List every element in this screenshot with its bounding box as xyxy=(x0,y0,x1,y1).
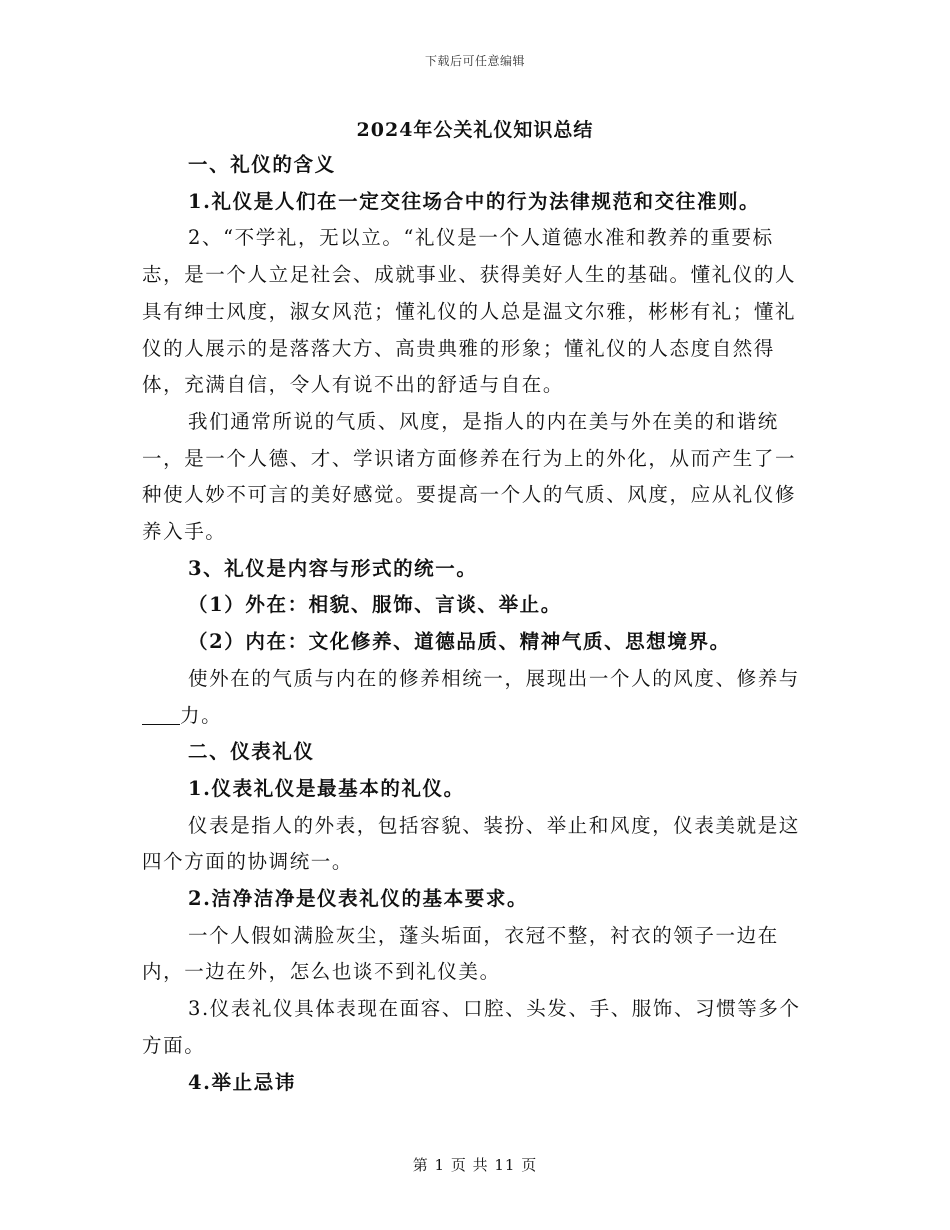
document-title: 2024年公关礼仪知识总结 xyxy=(356,119,594,141)
sub-item-2: （2）内在：文化修养、道德品质、精神气质、思想境界。 xyxy=(188,630,731,654)
paragraph-unify xyxy=(142,661,812,734)
paragraph-clean: 一个人假如满脸灰尘，蓬头垢面，衣冠不整，衬衣的领子一边在内，一边在外，怎么也谈不到礼仪美。 xyxy=(142,923,779,984)
paragraph-unify-end: 力。 xyxy=(180,703,223,727)
item-2-4: 4.举止忌讳 xyxy=(188,1070,296,1094)
section-heading-1: 一、礼仪的含义 xyxy=(188,153,336,176)
item-1-1: 1.礼仪是人们在一定交往场合中的行为法律规范和交往准则。 xyxy=(188,189,761,213)
item-2-2: 2.洁净洁净是仪表礼仪的基本要求。 xyxy=(188,887,529,911)
paragraph-2: 2、“不学礼，无以立。“礼仪是一个人道德水准和教养的重要标志，是一个人立足社会、成就事业、获得美好人生的基础。懂礼仪的人具有绅士风度，淑女风范；懂礼仪的人总是温文尔雅，彬彬有礼；懂礼仪的人展示的是落落大方、高贵典雅的形象；懂礼仪的人态度自然得体，充满自信，令人有说不出的舒适与自在。 xyxy=(142,226,797,397)
paragraph-unify-text: 使外在的气质与内在的修养相统一，展现出一个人的风度、修养与 xyxy=(188,666,800,690)
paragraph-temperament: 我们通常所说的气质、风度，是指人的内在美与外在美的和谐统一，是一个人德、才、学识诸方面修养在行为上的外化，从而产生了一种使人妙不可言的美好感觉。要提高一个人的气质、风度，应从礼仪修养入手。 xyxy=(142,409,797,544)
section-heading-2: 二、仪表礼仪 xyxy=(188,740,315,764)
fill-in-blank xyxy=(142,706,180,725)
paragraph-appearance: 仪表是指人的外表，包括容貌、装扮、举止和风度，仪表美就是这四个方面的协调统一。 xyxy=(142,813,800,874)
page-footer: 第 1 页 共 11 页 xyxy=(412,1156,538,1174)
paragraph-item-2-3: 3.仪表礼仪具体表现在面容、口腔、头发、手、服饰、习惯等多个方面。 xyxy=(142,997,801,1057)
item-1-3: 3、礼仪是内容与形式的统一。 xyxy=(188,556,478,580)
page-header-note: 下载后可任意编辑 xyxy=(424,54,525,68)
item-2-1: 1.仪表礼仪是最基本的礼仪。 xyxy=(188,776,465,800)
document-body xyxy=(142,147,812,1101)
sub-item-1: （1）外在：相貌、服饰、言谈、举止。 xyxy=(188,593,562,617)
